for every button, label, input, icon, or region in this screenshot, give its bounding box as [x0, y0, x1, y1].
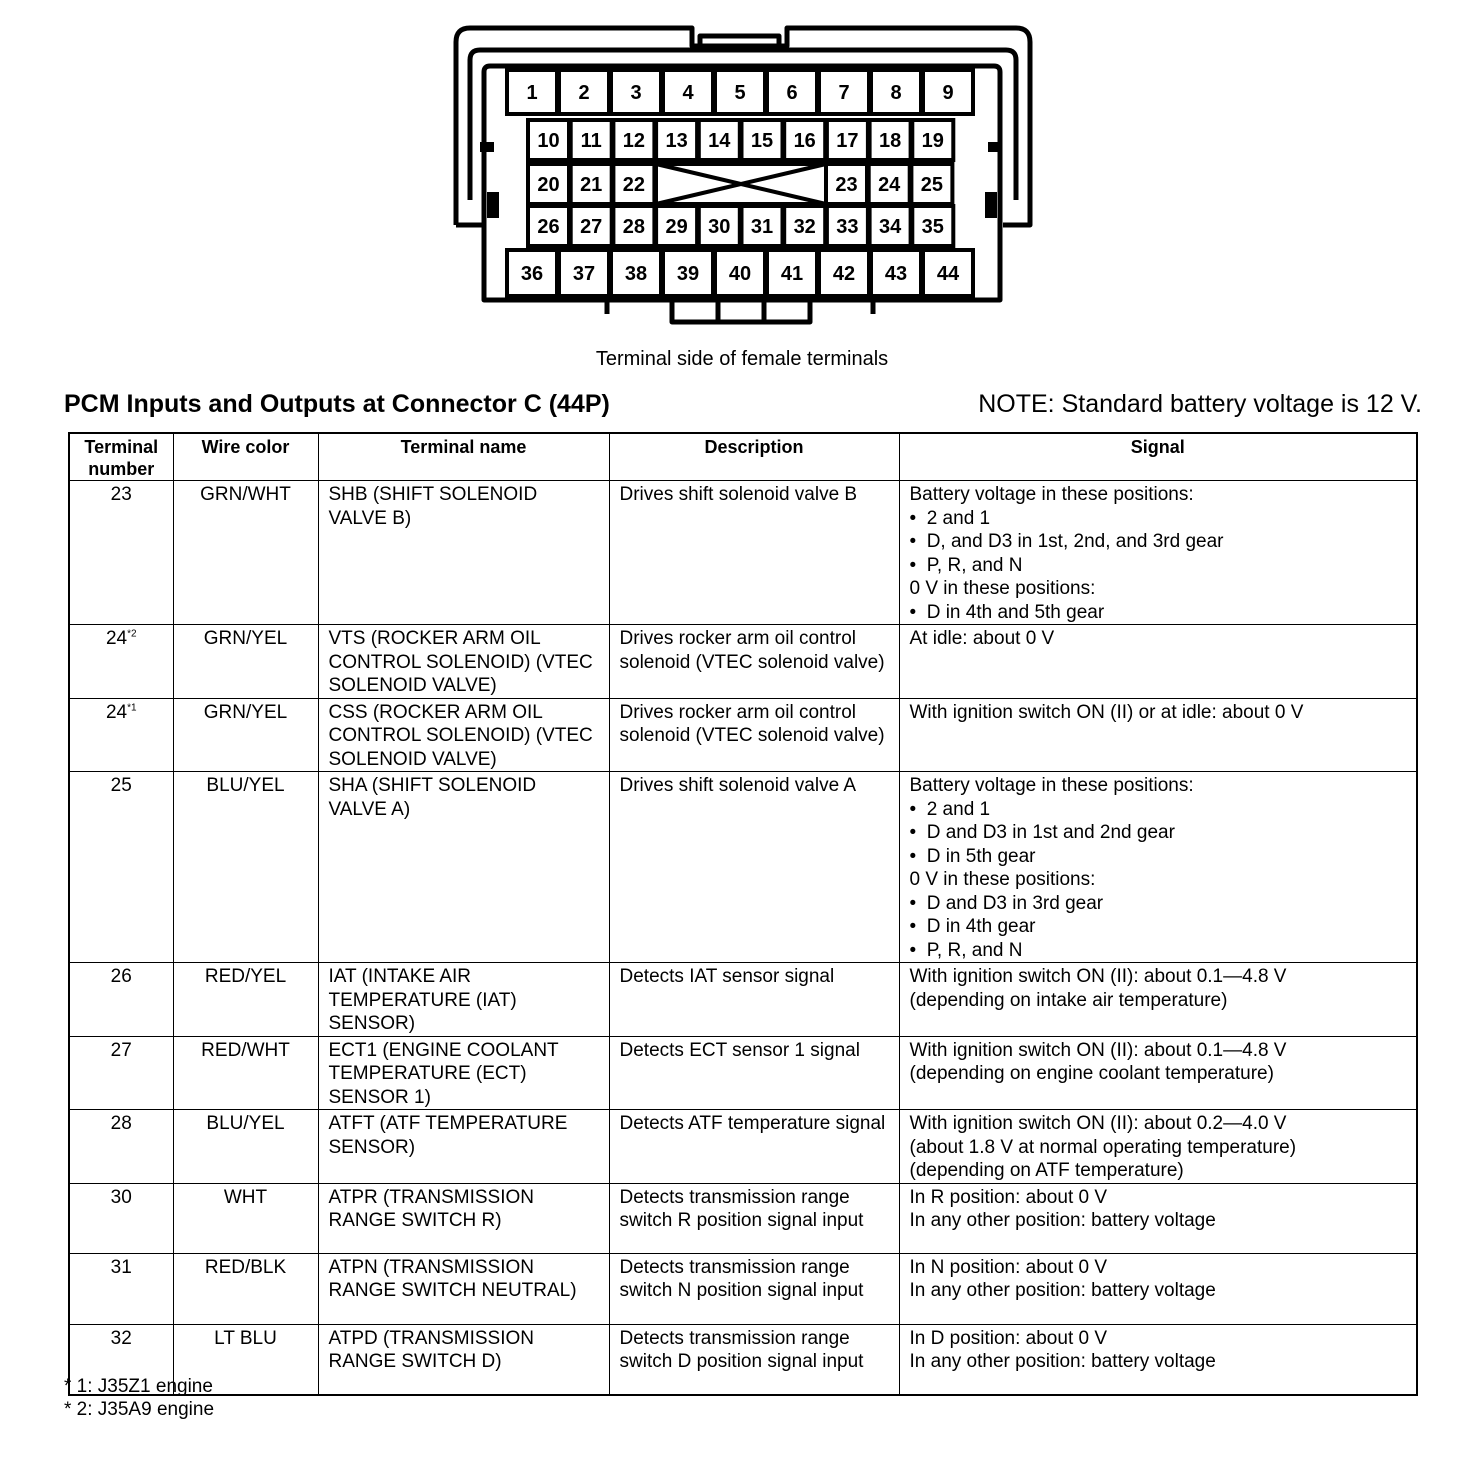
pin-label-26: 26	[537, 216, 560, 238]
signal-line: In D position: about 0 V	[909, 1327, 1108, 1349]
pin-label-41: 41	[780, 263, 804, 285]
pin-label-6: 6	[786, 82, 798, 104]
pin-label-20: 20	[537, 174, 560, 196]
cell-terminal-name: SHA (SHIFT SOLENOID VALVE A)	[318, 772, 609, 963]
cell-signal	[899, 625, 1417, 699]
pin-label-23: 23	[835, 174, 858, 196]
pin-label-36: 36	[520, 263, 544, 285]
pin-label-29: 29	[665, 216, 688, 238]
cell-terminal-number	[69, 772, 173, 963]
table-row	[69, 1036, 1417, 1110]
cell-terminal-name: ATPR (TRANSMISSION RANGE SWITCH R)	[318, 1183, 609, 1253]
pin-label-19: 19	[921, 130, 944, 152]
cell-wire-color: BLU/YEL	[173, 772, 318, 963]
cell-terminal-name: SHB (SHIFT SOLENOID VALVE B)	[318, 481, 609, 625]
cell-signal	[899, 963, 1417, 1037]
connector-caption: Terminal side of female terminals	[595, 348, 889, 370]
pin-label-22: 22	[622, 174, 646, 196]
cell-description: Detects transmission range switch R position signal input	[609, 1183, 899, 1253]
pcm-io-table	[68, 432, 1418, 1396]
cell-terminal-number	[69, 481, 173, 625]
cell-terminal-name: ECT1 (ENGINE COOLANT TEMPERATURE (ECT) SENSOR 1)	[318, 1036, 609, 1110]
signal-line: • 2 and 1	[909, 507, 991, 529]
signal-line: 0 V in these positions:	[909, 578, 1096, 599]
pin-label-42: 42	[832, 263, 856, 285]
signal-line: • D in 4th gear	[909, 916, 1036, 937]
cell-wire-color: LT BLU	[173, 1324, 318, 1395]
cell-signal	[899, 1183, 1417, 1253]
footnote-1: * 1: J35Z1 engine	[64, 1376, 213, 1397]
header-wire-color: Wire color	[173, 433, 318, 481]
table-header-row	[69, 433, 1417, 481]
terminal-number: 24	[105, 701, 128, 723]
header-terminal-name: Terminal name	[318, 433, 609, 481]
cell-wire-color: GRN/YEL	[173, 625, 318, 699]
footnote-marker: *1	[127, 702, 137, 714]
cell-description: Drives rocker arm oil control solenoid (VTEC solenoid valve)	[609, 698, 899, 772]
pin-label-33: 33	[836, 216, 859, 238]
table-row	[69, 1324, 1417, 1395]
cell-wire-color: RED/BLK	[173, 1253, 318, 1324]
header-terminal-number	[69, 433, 173, 481]
signal-line: • D, and D3 in 1st, 2nd, and 3rd gear	[909, 531, 1224, 552]
table-row	[69, 698, 1417, 772]
cell-wire-color: GRN/YEL	[173, 698, 318, 772]
cell-wire-color: BLU/YEL	[173, 1110, 318, 1184]
signal-line: Battery voltage in these positions:	[909, 775, 1194, 796]
cell-terminal-name: ATPN (TRANSMISSION RANGE SWITCH NEUTRAL)	[318, 1253, 609, 1324]
signal-line: Battery voltage in these positions:	[909, 484, 1194, 505]
pin-label-5: 5	[734, 82, 746, 104]
pin-label-32: 32	[793, 216, 816, 238]
signal-line: • D in 4th and 5th gear	[909, 601, 1105, 623]
pin-label-37: 37	[572, 263, 596, 285]
cell-terminal-name: VTS (ROCKER ARM OIL CONTROL SOLENOID) (VTEC SOLENOID VALVE)	[318, 625, 609, 699]
signal-line: • D and D3 in 3rd gear	[909, 892, 1104, 914]
signal-line: • D in 5th gear	[909, 845, 1036, 867]
pin-label-17: 17	[836, 130, 859, 152]
pin-label-43: 43	[884, 263, 908, 285]
cell-signal	[899, 772, 1417, 963]
pin-label-8: 8	[890, 82, 902, 104]
connector-diagram	[0, 0, 1472, 340]
signal-line: (about 1.8 V at normal operating temperature)	[909, 1136, 1297, 1158]
signal-line: • P, R, and N	[909, 554, 1023, 576]
signal-line: In N position: about 0 V	[909, 1256, 1108, 1278]
pin-label-12: 12	[622, 130, 646, 152]
cell-terminal-number	[69, 963, 173, 1037]
cell-description: Detects ATF temperature signal	[609, 1110, 899, 1184]
header-description: Description	[609, 433, 899, 481]
cell-description: Detects transmission range switch N position signal input	[609, 1253, 899, 1324]
pin-label-15: 15	[750, 130, 774, 152]
cell-wire-color: GRN/WHT	[173, 481, 318, 625]
terminal-number: 30	[110, 1186, 132, 1208]
terminal-number: 25	[110, 775, 132, 796]
terminal-number: 32	[110, 1327, 132, 1349]
table-row	[69, 963, 1417, 1037]
table-row	[69, 772, 1417, 963]
pin-label-35: 35	[921, 216, 944, 238]
pin-label-11: 11	[580, 130, 602, 152]
signal-line: (depending on engine coolant temperature)	[909, 1063, 1274, 1084]
cell-signal	[899, 1324, 1417, 1395]
pin-label-27: 27	[580, 216, 603, 238]
footnote-marker: *2	[127, 628, 137, 640]
pin-label-31: 31	[750, 216, 774, 238]
terminal-number: 31	[110, 1256, 132, 1278]
battery-note: NOTE: Standard battery voltage is 12 V.	[978, 390, 1422, 418]
signal-line: With ignition switch ON (II): about 0.1—4.8 V	[909, 1039, 1287, 1061]
pin-label-21: 21	[580, 174, 603, 196]
pin-label-14: 14	[708, 130, 731, 152]
cell-description: Drives shift solenoid valve B	[609, 481, 899, 625]
cell-terminal-number	[69, 1183, 173, 1253]
cell-terminal-number	[69, 1253, 173, 1324]
cell-terminal-name: IAT (INTAKE AIR TEMPERATURE (IAT) SENSOR)	[318, 963, 609, 1037]
signal-line: (depending on ATF temperature)	[909, 1160, 1184, 1181]
table-row	[69, 625, 1417, 699]
signal-line: At idle: about 0 V	[909, 628, 1055, 649]
cell-signal	[899, 1110, 1417, 1184]
pin-label-30: 30	[708, 216, 731, 238]
cell-terminal-name: CSS (ROCKER ARM OIL CONTROL SOLENOID) (VTEC SOLENOID VALVE)	[318, 698, 609, 772]
table-row	[69, 1253, 1417, 1324]
cell-terminal-number	[69, 625, 173, 699]
pin-label-3: 3	[630, 82, 642, 104]
cell-terminal-number	[69, 698, 173, 772]
pin-label-2: 2	[578, 82, 590, 104]
cell-signal	[899, 1253, 1417, 1324]
signal-line: (depending on intake air temperature)	[909, 989, 1228, 1011]
pin-label-9: 9	[942, 82, 954, 104]
cell-wire-color: RED/WHT	[173, 1036, 318, 1110]
pin-label-25: 25	[920, 174, 944, 196]
cell-wire-color: WHT	[173, 1183, 318, 1253]
pin-label-7: 7	[838, 82, 850, 104]
signal-line: • 2 and 1	[909, 798, 991, 820]
pin-label-13: 13	[665, 130, 688, 152]
page-title: PCM Inputs and Outputs at Connector C (44P)	[64, 390, 610, 418]
pin-label-18: 18	[878, 130, 902, 152]
footnote-2: * 2: J35A9 engine	[64, 1399, 215, 1420]
cell-signal	[899, 698, 1417, 772]
terminal-number: 26	[110, 966, 132, 987]
table-row	[69, 1110, 1417, 1184]
cell-description: Detects IAT sensor signal	[609, 963, 899, 1037]
cell-description: Detects ECT sensor 1 signal	[609, 1036, 899, 1110]
signal-line: With ignition switch ON (II) or at idle: about 0 V	[909, 701, 1304, 723]
terminal-number: 28	[110, 1113, 132, 1134]
cell-terminal-number	[69, 1036, 173, 1110]
table-row	[69, 1183, 1417, 1253]
signal-line: In R position: about 0 V	[909, 1186, 1108, 1208]
header-terminal-line1: Terminal	[84, 437, 159, 457]
signal-line: With ignition switch ON (II): about 0.1—4.8 V	[909, 966, 1287, 987]
signal-line: 0 V in these positions:	[909, 869, 1096, 890]
pin-label-4: 4	[682, 82, 694, 104]
cell-terminal-name: ATPD (TRANSMISSION RANGE SWITCH D)	[318, 1324, 609, 1395]
terminal-number: 23	[110, 484, 132, 505]
signal-line: In any other position: battery voltage	[909, 1351, 1216, 1372]
cell-signal	[899, 1036, 1417, 1110]
signal-line: With ignition switch ON (II): about 0.2—4.0 V	[909, 1113, 1287, 1134]
cell-terminal-name: ATFT (ATF TEMPERATURE SENSOR)	[318, 1110, 609, 1184]
header-terminal-line2: number	[88, 459, 155, 479]
pin-label-1: 1	[526, 82, 538, 104]
cell-signal	[899, 481, 1417, 625]
pin-label-28: 28	[622, 216, 646, 238]
pin-label-38: 38	[624, 263, 648, 285]
signal-line: In any other position: battery voltage	[909, 1210, 1216, 1231]
cell-description: Drives shift solenoid valve A	[609, 772, 899, 963]
cell-wire-color: RED/YEL	[173, 963, 318, 1037]
pin-label-10: 10	[537, 130, 560, 152]
pin-label-24: 24	[878, 174, 901, 196]
signal-line: In any other position: battery voltage	[909, 1280, 1216, 1301]
pin-label-40: 40	[728, 263, 752, 285]
pin-label-44: 44	[936, 263, 960, 285]
header-signal: Signal	[899, 433, 1417, 481]
table-row	[69, 481, 1417, 625]
pin-label-16: 16	[793, 130, 816, 152]
cell-description: Drives rocker arm oil control solenoid (VTEC solenoid valve)	[609, 625, 899, 699]
pin-label-39: 39	[676, 263, 700, 285]
signal-line: • D and D3 in 1st and 2nd gear	[909, 822, 1175, 843]
terminal-number: 24	[105, 628, 128, 649]
pin-label-34: 34	[878, 216, 902, 238]
signal-line: • P, R, and N	[909, 939, 1023, 961]
cell-description: Detects transmission range switch D position signal input	[609, 1324, 899, 1395]
cell-terminal-number	[69, 1110, 173, 1184]
terminal-number: 27	[110, 1039, 132, 1061]
